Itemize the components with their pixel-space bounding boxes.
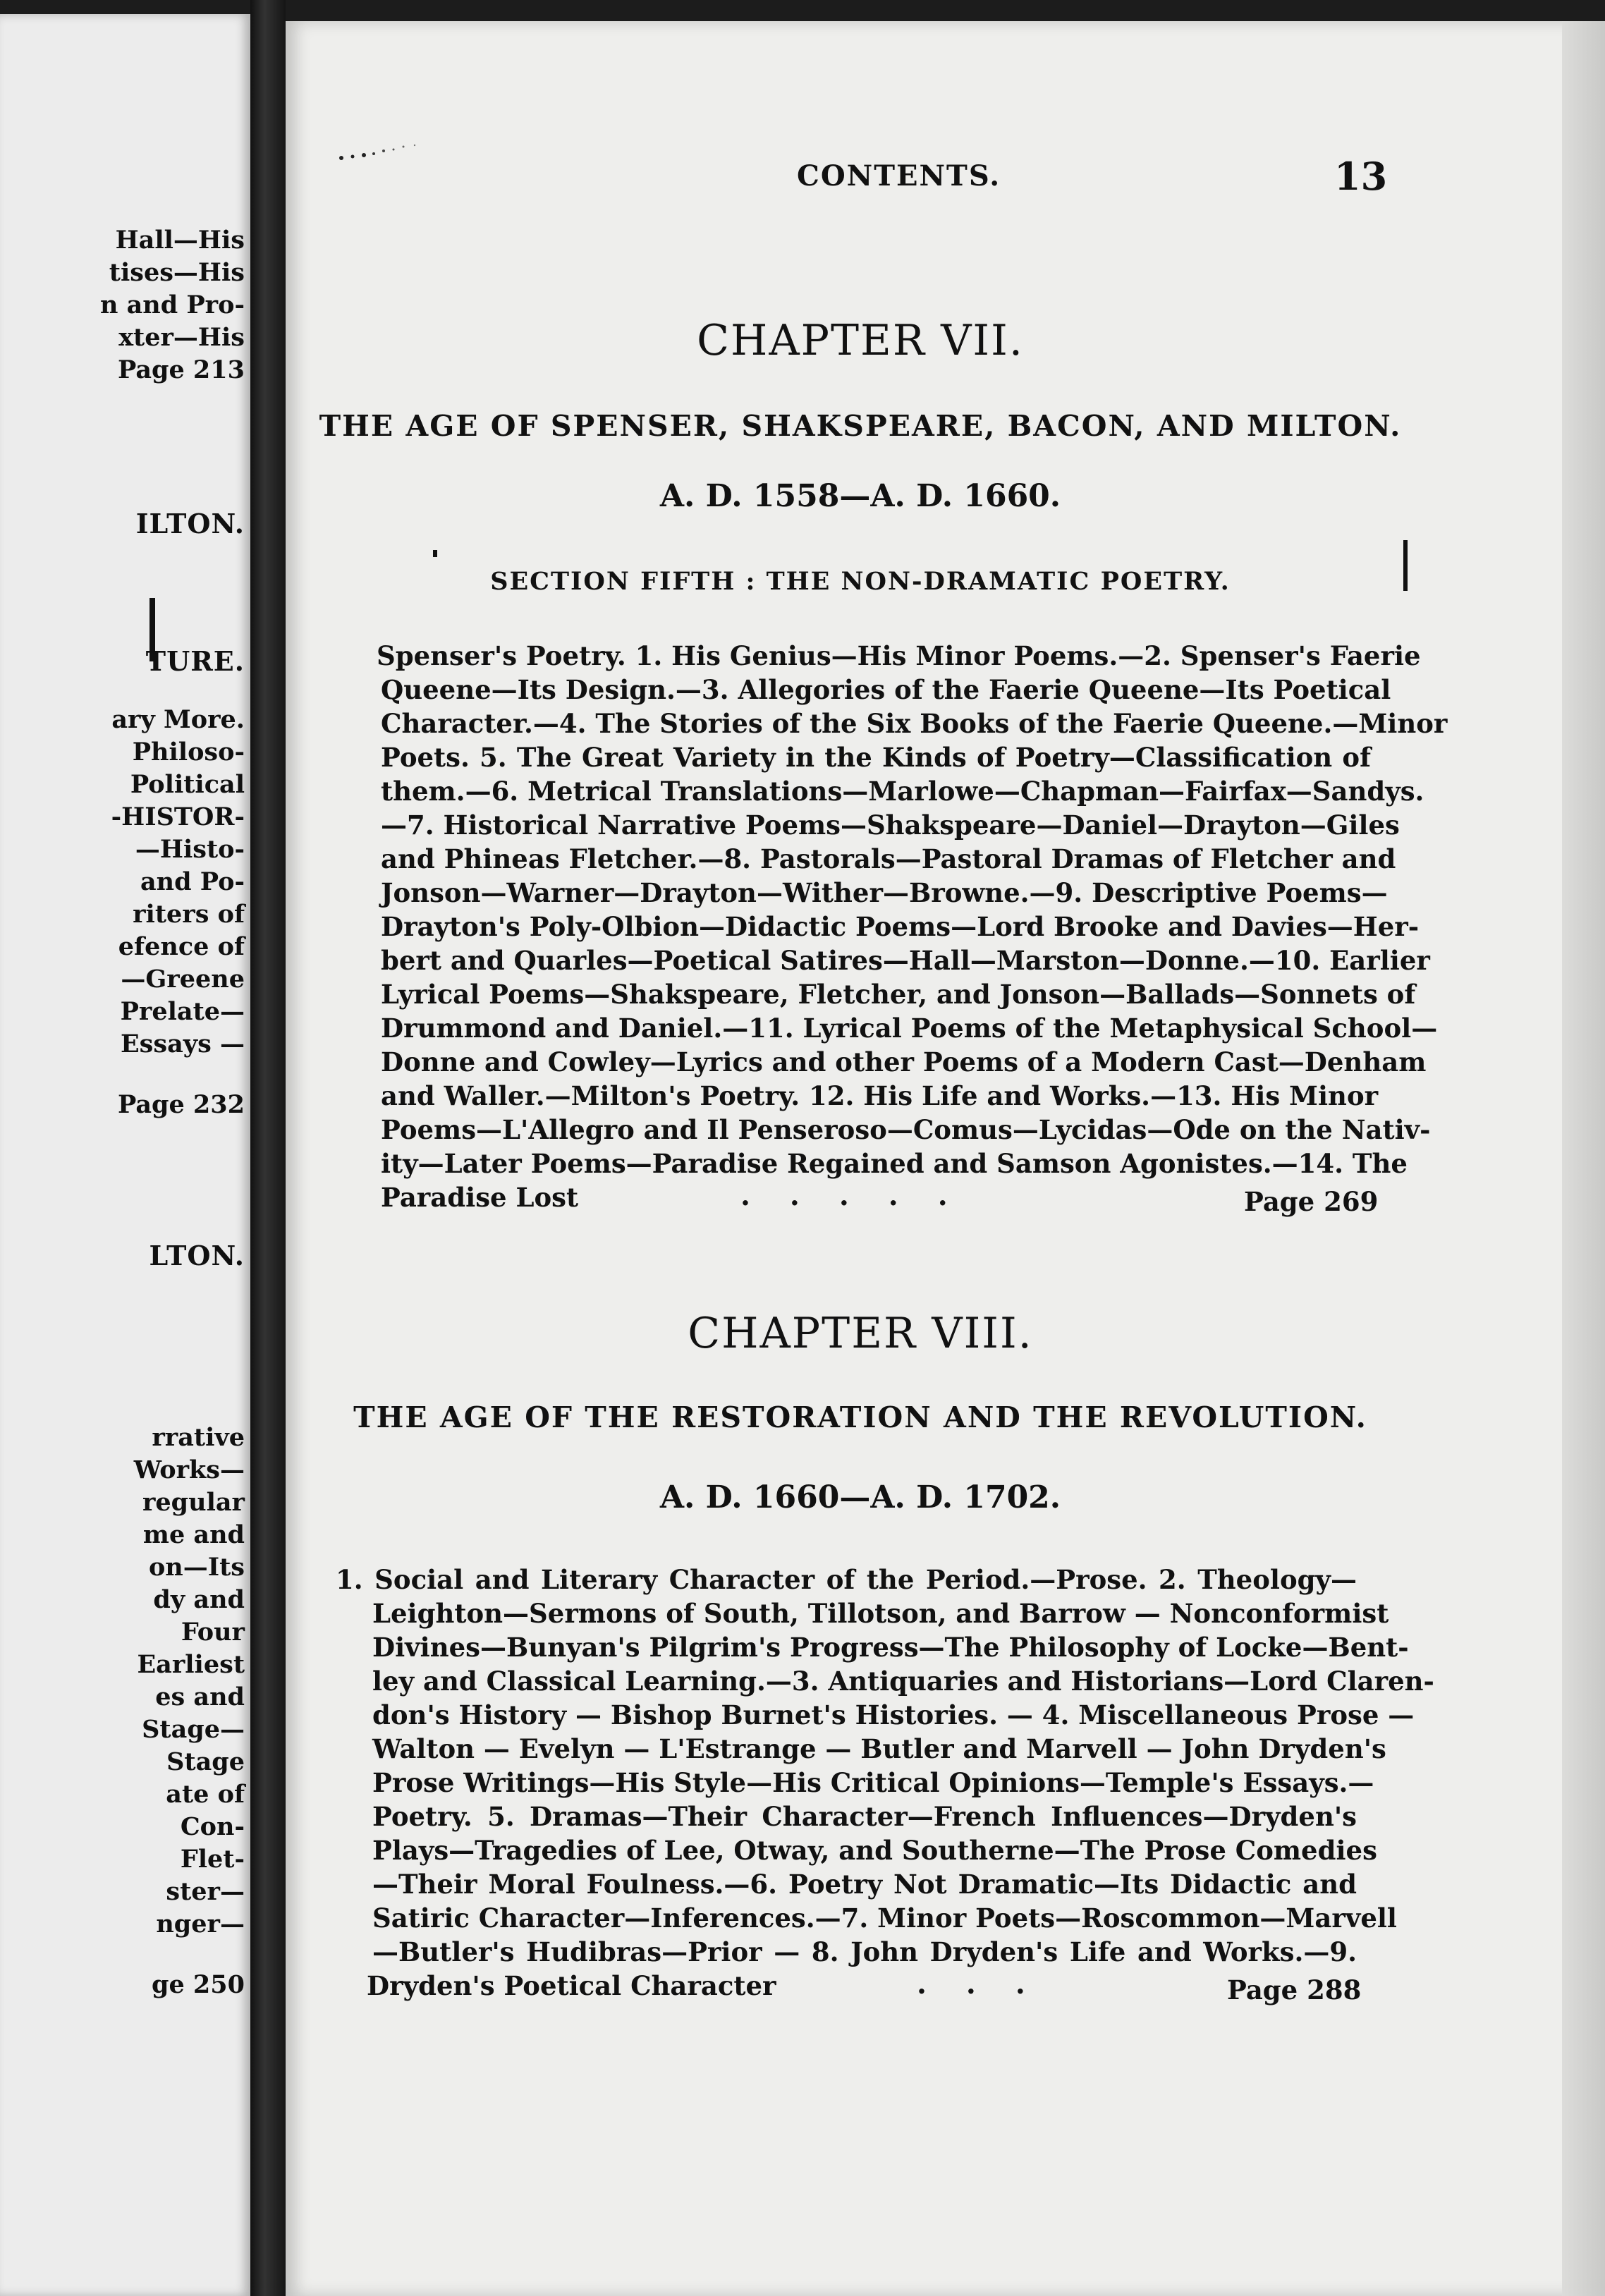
left-line: Earliest (137, 1650, 245, 1679)
chapter-8-line: don's History — Bishop Burnet's Histories. — 4. Miscellaneous Prose — (372, 1699, 1415, 1730)
left-line: —Greene (121, 965, 245, 994)
page-edge (1562, 21, 1605, 2296)
chapter-8-dates: A. D. 1660—A. D. 1702. (659, 1479, 1061, 1515)
left-line: n and Pro- (99, 291, 245, 319)
chapter-8-line: Leighton—Sermons of South, Tillotson, and Barrow — Nonconformist (372, 1598, 1389, 1629)
chapter-8-line: Satiric Character—Inferences.—7. Minor Poets—Roscommon—Marvell (372, 1903, 1397, 1934)
left-line: Stage— (142, 1715, 245, 1744)
chapter-8-line: —Butler's Hudibras—Prior — 8. John Dryden's Life and Works.—9. (372, 1936, 1357, 1967)
chapter-7-line: and Waller.—Milton's Poetry. 12. His Life and Works.—13. His Minor (381, 1080, 1379, 1111)
left-line: ge 250 (152, 1970, 245, 1999)
running-head: CONTENTS. (797, 159, 1001, 193)
chapter-7-line: Lyrical Poems—Shakspeare, Fletcher, and Jonson—Ballads—Sonnets of (381, 979, 1416, 1010)
chapter-7-age: THE AGE OF SPENSER, SHAKSPEARE, BACON, AND MILTON. (319, 409, 1402, 443)
left-line: Page 232 (117, 1090, 245, 1119)
left-line: ate of (166, 1780, 245, 1809)
dot-leader: ..... (740, 1179, 987, 1212)
chapter-7-line: Character.—4. The Stories of the Six Books of the Faerie Queene.—Minor (381, 708, 1448, 739)
left-line: ster— (166, 1877, 245, 1906)
chapter-7-line: Queene—Its Design.—3. Allegories of the Faerie Queene—Its Poetical (381, 674, 1391, 705)
left-line: dy and (153, 1585, 245, 1614)
left-line: Prelate— (120, 997, 245, 1026)
chapter-8-page-ref: Page 288 (1227, 1974, 1362, 2005)
chapter-7-line: Poets. 5. The Great Variety in the Kinds of Poetry—Classification of (381, 742, 1371, 773)
chapter-7-line: Drummond and Daniel.—11. Lyrical Poems of the Metaphysical School— (381, 1013, 1438, 1044)
chapter-7-section: SECTION FIFTH : THE NON-DRAMATIC POETRY. (490, 567, 1231, 596)
left-page-fragment (0, 14, 250, 2296)
book-gutter (250, 0, 286, 2296)
left-line: -HISTOR- (111, 802, 245, 831)
left-line: Flet- (180, 1845, 245, 1874)
chapter-7-line: Jonson—Warner—Drayton—Wither—Browne.—9. Descriptive Poems— (381, 877, 1388, 908)
left-line: Stage (166, 1747, 245, 1776)
chapter-7-page-ref: Page 269 (1244, 1186, 1379, 1217)
left-heading: ILTON. (135, 508, 245, 539)
chapter-7-line: Drayton's Poly-Olbion—Didactic Poems—Lord Brooke and Davies—Her- (381, 911, 1420, 942)
chapter-7-title: CHAPTER VII. (697, 316, 1024, 365)
left-line: Hall—His (115, 226, 245, 255)
chapter-8-line: Prose Writings—His Style—His Critical Opinions—Temple's Essays.— (372, 1767, 1374, 1798)
left-line: Works— (133, 1455, 245, 1484)
chapter-8-line: Walton — Evelyn — L'Estrange — Butler and Marvell — John Dryden's (372, 1733, 1386, 1764)
left-heading: TURE. (145, 645, 245, 677)
chapter-7-line: —7. Historical Narrative Poems—Shakspeare—Daniel—Drayton—Giles (381, 810, 1400, 841)
chapter-8-title: CHAPTER VIII. (688, 1309, 1033, 1358)
dot-leader: ... (917, 1967, 1065, 2001)
chapter-7-line: and Phineas Fletcher.—8. Pastorals—Pastoral Dramas of Fletcher and (381, 843, 1396, 874)
ink-specks (337, 140, 450, 168)
chapter-8-line: ley and Classical Learning.—3. Antiquaries and Historians—Lord Claren- (372, 1666, 1434, 1697)
chapter-7-dates: A. D. 1558—A. D. 1660. (659, 478, 1061, 514)
left-line: Con- (180, 1812, 245, 1841)
chapter-8-line: Divines—Bunyan's Pilgrim's Progress—The Philosophy of Locke—Bent- (372, 1632, 1409, 1663)
chapter-8-line: Poetry. 5. Dramas—Their Character—French Influences—Dryden's (372, 1801, 1357, 1832)
page-number: 13 (1334, 154, 1388, 199)
left-line: on—Its (148, 1553, 245, 1582)
left-line: Four (181, 1618, 245, 1647)
chapter-8-line: —Their Moral Foulness.—6. Poetry Not Dramatic—Its Didactic and (372, 1869, 1357, 1900)
left-line: regular (142, 1488, 245, 1517)
left-line: efence of (118, 932, 245, 961)
left-line: ary More. (111, 705, 245, 734)
left-line: and Po- (140, 867, 245, 896)
chapter-7-last-line: Paradise Lost (381, 1182, 579, 1213)
left-line: Political (130, 770, 245, 799)
left-line: nger— (156, 1910, 245, 1938)
chapter-8-last-line: Dryden's Poetical Character (367, 1970, 776, 2001)
left-line: es and (155, 1683, 245, 1711)
left-line: Philoso- (132, 738, 245, 767)
left-line: xter—His (118, 323, 245, 352)
chapter-7-line: bert and Quarles—Poetical Satires—Hall—Marston—Donne.—10. Earlier (381, 945, 1430, 976)
left-line: riters of (133, 900, 245, 929)
chapter-7-line: ity—Later Poems—Paradise Regained and Samson Agonistes.—14. The (381, 1148, 1408, 1179)
left-line: tises—His (109, 258, 245, 287)
left-line: —Histo- (135, 835, 245, 864)
left-heading: LTON. (149, 1240, 245, 1271)
left-line: Page 213 (117, 355, 245, 384)
speck (433, 550, 437, 557)
chapter-7-line: them.—6. Metrical Translations—Marlowe—Chapman—Fairfax—Sandys. (381, 776, 1424, 807)
chapter-8-line: 1. Social and Literary Character of the Period.—Prose. 2. Theology— (336, 1564, 1357, 1595)
chapter-7-line: Spenser's Poetry. 1. His Genius—His Minor Poems.—2. Spenser's Faerie (377, 640, 1421, 671)
left-line: rrative (152, 1423, 245, 1452)
left-line: Essays — (121, 1030, 245, 1058)
chapter-7-line: Poems—L'Allegro and Il Penseroso—Comus—Lycidas—Ode on the Nativ- (381, 1114, 1431, 1145)
left-line: me and (142, 1520, 245, 1549)
chapter-8-line: Plays—Tragedies of Lee, Otway, and Southerne—The Prose Comedies (372, 1835, 1377, 1866)
chapter-7-line: Donne and Cowley—Lyrics and other Poems of a Modern Cast—Denham (381, 1046, 1427, 1077)
chapter-8-age: THE AGE OF THE RESTORATION AND THE REVOLUTION. (353, 1400, 1367, 1434)
